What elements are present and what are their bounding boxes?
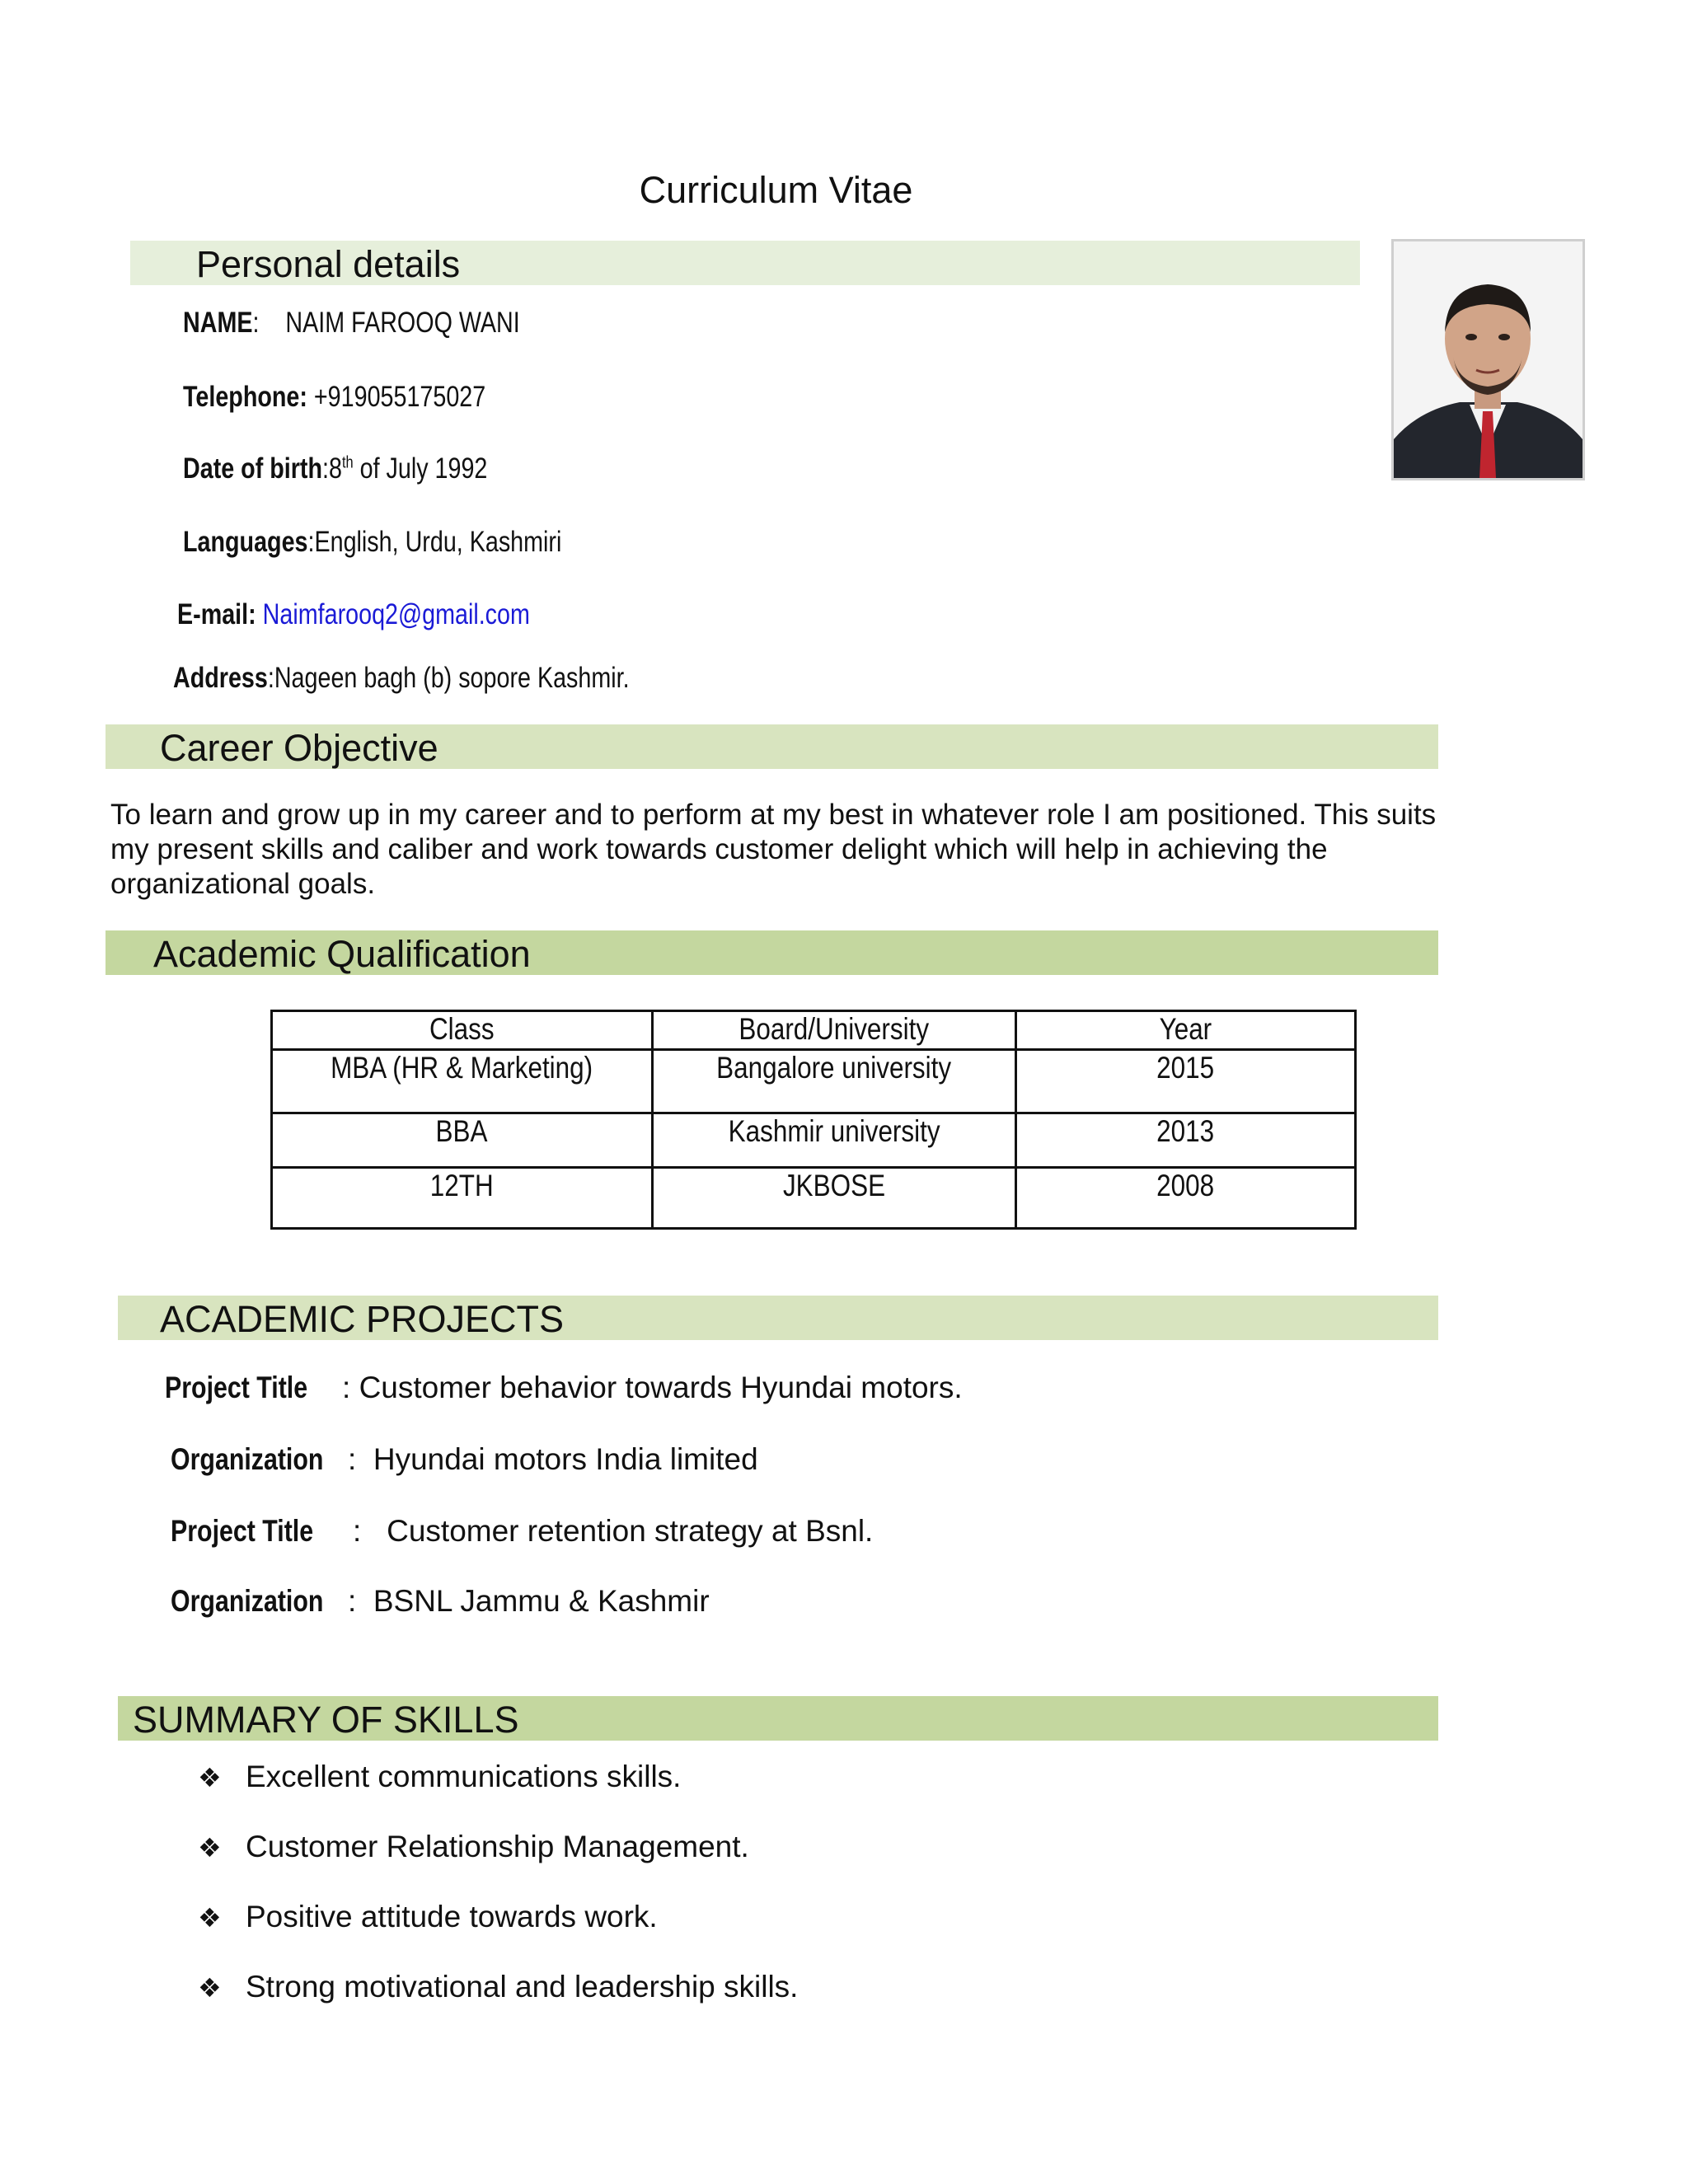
project-label: Organization: [171, 1584, 324, 1618]
project-label: Organization: [171, 1442, 324, 1476]
table-header: Board/University: [652, 1011, 1015, 1050]
email-link[interactable]: Naimfarooq2@gmail.com: [262, 598, 530, 630]
list-item: [198, 1830, 798, 1900]
table-cell: 12TH: [272, 1168, 653, 1229]
name-separator: :: [252, 307, 260, 339]
table-header-row: [272, 1011, 1356, 1050]
diamond-bullet-icon: ❖: [198, 1763, 222, 1793]
list-item: [198, 1760, 798, 1830]
dob-suffix: th: [341, 453, 354, 472]
project-row: [171, 1584, 710, 1619]
table-row: [272, 1113, 1356, 1168]
section-header-objective: [106, 724, 1438, 769]
project-separator: :: [353, 1514, 362, 1548]
project-value: Customer behavior towards Hyundai motors.: [359, 1371, 963, 1404]
section-header-personal: [130, 241, 1360, 285]
table-header: Year: [1016, 1011, 1356, 1050]
dob-rest: of July 1992: [359, 452, 488, 485]
section-title-personal: Personal details: [196, 243, 461, 285]
email-row: [177, 598, 607, 631]
table-cell: Kashmir university: [652, 1113, 1015, 1168]
project-separator: :: [348, 1584, 357, 1618]
skill-text: Positive attitude towards work.: [246, 1900, 658, 1933]
telephone-label: Telephone:: [183, 381, 307, 413]
project-row: [171, 1514, 873, 1549]
project-separator: :: [348, 1442, 357, 1476]
email-label: E-mail:: [177, 598, 256, 630]
academic-table: [270, 1010, 1357, 1230]
project-value: BSNL Jammu & Kashmir: [373, 1584, 710, 1618]
project-row: [165, 1371, 963, 1405]
project-separator: :: [342, 1371, 351, 1404]
section-title-academic: Academic Qualification: [153, 933, 531, 975]
table-cell: JKBOSE: [652, 1168, 1015, 1229]
table-header: Class: [272, 1011, 653, 1050]
diamond-bullet-icon: ❖: [198, 1903, 222, 1933]
languages-separator: :: [307, 526, 315, 558]
address-value: Nageen bagh (b) sopore Kashmir.: [274, 662, 630, 694]
project-row: [171, 1442, 758, 1477]
telephone-row: [183, 381, 552, 414]
project-value: Hyundai motors India limited: [373, 1442, 758, 1476]
skill-text: Customer Relationship Management.: [246, 1830, 749, 1863]
table-cell: 2015: [1016, 1050, 1356, 1113]
address-separator: :: [267, 662, 274, 694]
career-objective-text: To learn and grow up in my career and to perform at my best in whatever role I am positioned. This suits my present skills and caliber and work towards customer delight which will help in achieving the organizational goals.: [110, 799, 1437, 900]
table-cell: 2008: [1016, 1168, 1356, 1229]
section-header-academic: [106, 930, 1438, 975]
address-label: Address: [173, 662, 268, 694]
section-header-projects: [118, 1296, 1438, 1340]
list-item: [198, 1900, 798, 1970]
address-row: [173, 662, 729, 695]
person-photo: [1391, 239, 1585, 480]
table-cell: BBA: [272, 1113, 653, 1168]
project-value: Customer retention strategy at Bsnl.: [387, 1514, 874, 1548]
skills-list: [198, 1760, 798, 2040]
name-value: NAIM FAROOQ WANI: [285, 307, 520, 339]
diamond-bullet-icon: ❖: [198, 1973, 222, 2003]
languages-row: [183, 526, 645, 559]
list-item: [198, 1970, 798, 2040]
languages-value: English, Urdu, Kashmiri: [314, 526, 562, 558]
languages-label: Languages: [183, 526, 308, 558]
dob-label: Date of birth: [183, 452, 323, 485]
table-row: [272, 1168, 1356, 1229]
table-cell: MBA (HR & Marketing): [272, 1050, 653, 1113]
table-cell: Bangalore university: [652, 1050, 1015, 1113]
dob-day: 8: [328, 452, 342, 485]
name-label: NAME: [183, 307, 253, 339]
telephone-value: +919055175027: [313, 381, 486, 413]
document-title: Curriculum Vitae: [639, 169, 913, 211]
section-title-objective: Career Objective: [160, 727, 438, 769]
project-label: Project Title: [165, 1371, 308, 1404]
table-row: [272, 1050, 1356, 1113]
project-label: Project Title: [171, 1514, 314, 1548]
diamond-bullet-icon: ❖: [198, 1833, 222, 1863]
section-title-projects: ACADEMIC PROJECTS: [160, 1298, 565, 1340]
skill-text: Strong motivational and leadership skills.: [246, 1970, 799, 2004]
dob-row: [183, 452, 554, 485]
name-row: [183, 307, 593, 340]
section-header-skills: [118, 1696, 1438, 1741]
skill-text: Excellent communications skills.: [246, 1760, 682, 1793]
table-cell: 2013: [1016, 1113, 1356, 1168]
section-title-skills: SUMMARY OF SKILLS: [133, 1699, 519, 1741]
person-photo-icon: [1394, 241, 1582, 478]
dob-separator: :: [322, 452, 329, 485]
